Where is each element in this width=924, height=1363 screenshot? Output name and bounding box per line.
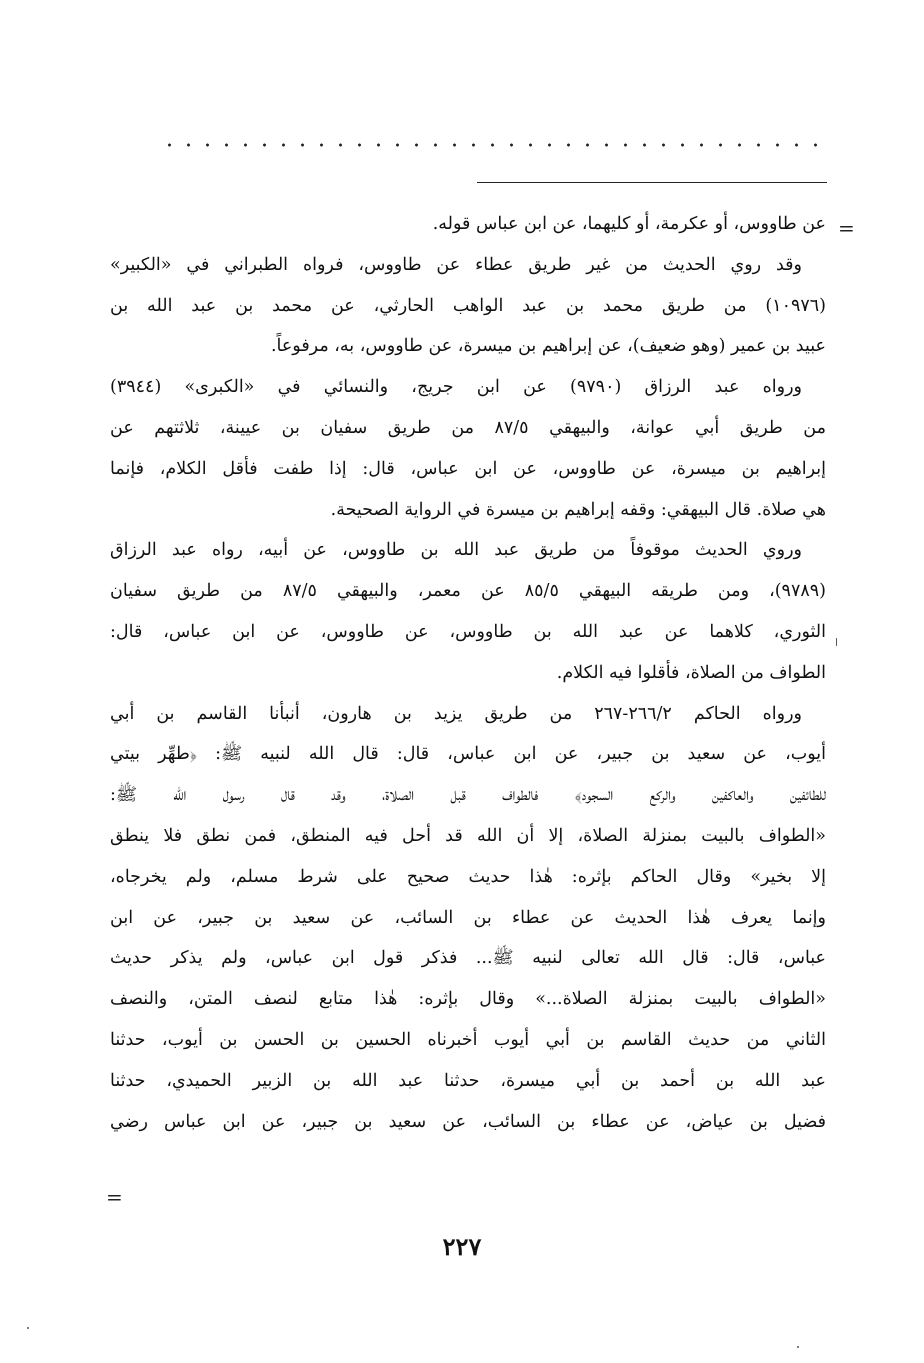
text-line-12: الطواف من الصلاة، فأقلوا فيه الكلام. xyxy=(556,662,826,683)
text-line-3: (١٠٩٧٦) من طريق محمد بن عبد الواهب الحارثي، عن محمد بن عبد الله بن xyxy=(110,295,826,316)
text-line-2: وقد روي الحديث من غير طريق عطاء عن طاووس، فرواه الطبراني في «الكبير» xyxy=(110,254,802,275)
text-line-10: (٩٧٨٩)، ومن طريقه البيهقي ٨٥/٥ عن معمر، والبيهقي ٨٧/٥ من طريق سفيان xyxy=(110,581,826,602)
text-line-4: عبيد بن عمير (وهو ضعيف)، عن إبراهيم بن ميسرة، عن طاووس، به، مرفوعاً. xyxy=(270,336,826,357)
dotted-separator xyxy=(160,142,828,148)
text-line-19: عباس، قال: قال الله تعالى لنبيه ﷺ... فذكر قول ابن عباس، ولم يذكر حديث xyxy=(110,948,826,969)
text-line-14: أيوب، عن سعيد بن جبير، عن ابن عباس، قال: قال الله لنبيه ﷺ: ﴿طهِّر بيتي xyxy=(110,744,826,765)
continuation-mark-top: = xyxy=(838,216,855,240)
text-line-13: ورواه الحاكم ٢٦٦/٢-٢٦٧ من طريق يزيد بن هارون، أنبأنا القاسم بن أبي xyxy=(110,703,803,724)
continuation-mark-bottom: = xyxy=(106,1185,123,1209)
text-line-1: عن طاووس، أو عكرمة، أو كليهما، عن ابن عباس قوله. xyxy=(432,214,826,234)
page-number: ٢٢٧ xyxy=(442,1232,482,1261)
text-line-8: هي صلاة. قال البيهقي: وقفه إبراهيم بن ميسرة في الرواية الصحيحة. xyxy=(330,499,826,520)
text-line-22: عبد الله بن أحمد بن أبي ميسرة، حدثنا عبد الله بن الزبير الحميدي، حدثنا xyxy=(110,1070,826,1091)
text-line-16: «الطواف بالبيت بمنزلة الصلاة، إلا أن الله قد أحل فيه المنطق، فمن نطق فلا ينطق xyxy=(110,825,826,846)
footnote-rule xyxy=(477,182,827,183)
text-line-17: إلا بخير» وقال الحاكم بإثره: هٰذا حديث صحيح على شرط مسلم، ولم يخرجاه، xyxy=(110,866,826,887)
text-line-21: الثاني من حديث القاسم بن أبي أيوب أخبرناه الحسين بن الحسن بن أيوب، حدثنا xyxy=(110,1029,826,1050)
text-line-6: من طريق أبي عوانة، والبيهقي ٨٧/٥ من طريق سفيان بن عيينة، ثلاثتهم عن xyxy=(110,417,826,438)
text-line-11: الثوري، كلاهما عن عبد الله بن طاووس، عن طاووس، عن ابن عباس، قال: xyxy=(110,621,826,642)
text-line-20: «الطواف بالبيت بمنزلة الصلاة...» وقال بإثره: هٰذا متابع لنصف المتن، والنصف xyxy=(110,989,826,1010)
scan-speck xyxy=(797,1346,799,1348)
text-line-18: وإنما يعرف هٰذا الحديث عن عطاء بن السائب، عن سعيد بن جبير، عن ابن xyxy=(110,907,826,928)
footnote-text xyxy=(110,204,826,1142)
scan-speck xyxy=(27,1327,29,1329)
scan-speck xyxy=(836,638,837,646)
text-line-7: إبراهيم بن ميسرة، عن طاووس، عن ابن عباس، قال: إذا طفت فأقل الكلام، فإنما xyxy=(110,458,826,479)
text-line-15: للطائفين والعاكفين والركع السجود﴾ فالطواف قبل الصلاة، وقد قال رسول الله ﷺ: xyxy=(110,785,826,806)
text-line-23: فضيل بن عياض، عن عطاء بن السائب، عن سعيد بن جبير، عن ابن عباس رضي xyxy=(110,1111,826,1132)
text-line-5: ورواه عبد الرزاق (٩٧٩٠) عن ابن جريج، والنسائي في «الكبرى» (٣٩٤٤) xyxy=(110,377,802,398)
text-line-9: وروي الحديث موقوفاً من طريق عبد الله بن طاووس، عن أبيه، رواه عبد الرزاق xyxy=(110,540,802,561)
